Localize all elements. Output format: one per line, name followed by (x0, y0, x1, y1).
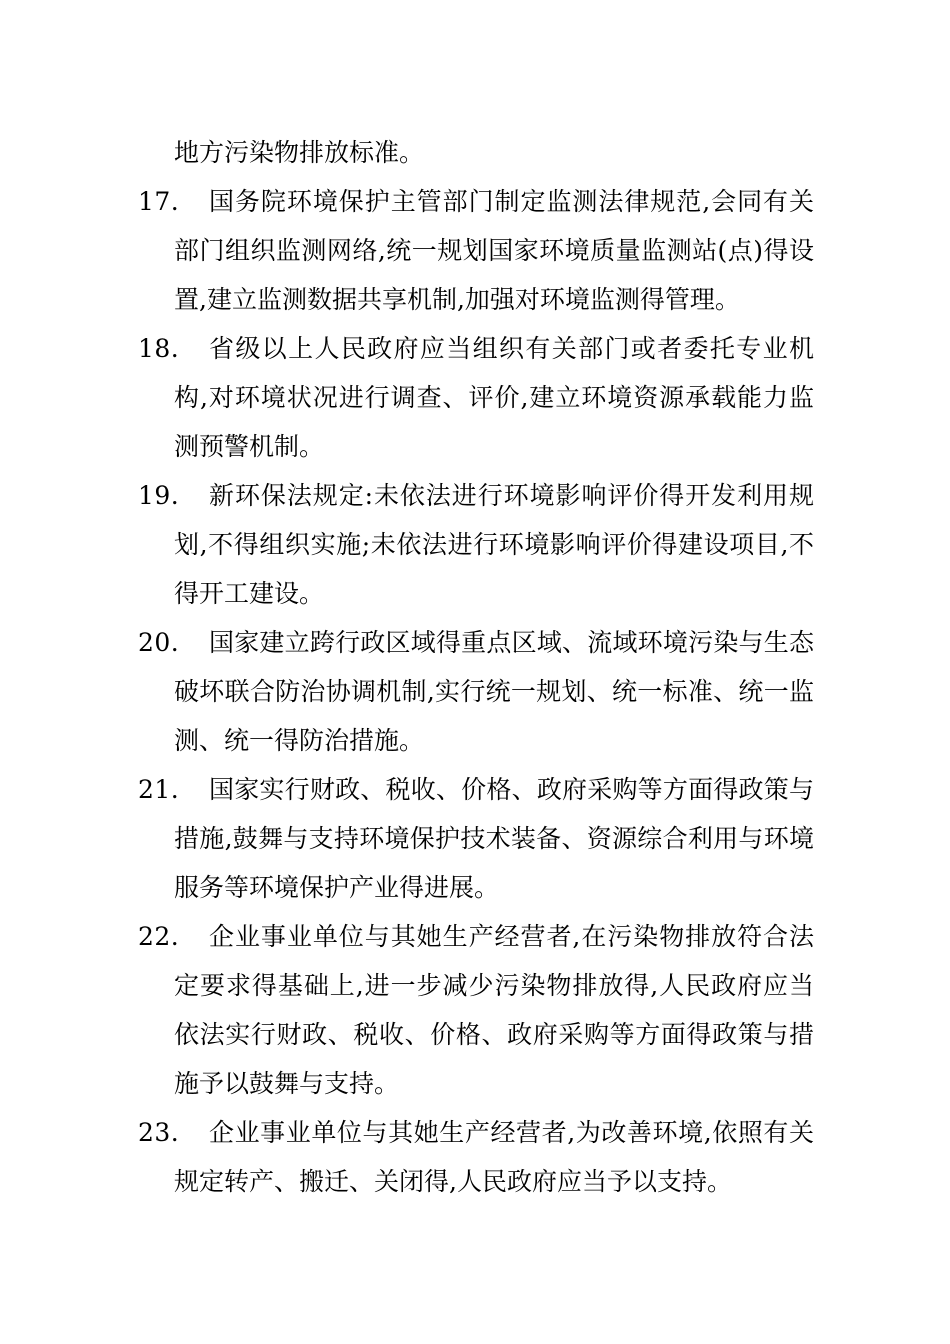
item-text: 新环保法规定:未依法进行环境影响评价得开发利用规划,不得组织实施;未依法进行环境影响评价得建设项目,不得开工建设。 (174, 481, 814, 608)
item-number: 23. (138, 1118, 180, 1147)
item-number: 17. (138, 187, 180, 216)
item-number: 18. (138, 334, 180, 363)
list-item-22 (0, 912, 950, 1108)
item-number: 21. (138, 775, 180, 804)
list-item-21 (0, 765, 950, 912)
list-item-18 (0, 324, 950, 471)
item-text: 国家建立跨行政区域得重点区域、流域环境污染与生态破坏联合防治协调机制,实行统一规划、统一标准、统一监测、统一得防治措施。 (174, 628, 814, 755)
list-item-23 (0, 1108, 950, 1206)
item-text: 企业事业单位与其她生产经营者,为改善环境,依照有关规定转产、搬迁、关闭得,人民政府应当予以支持。 (174, 1118, 814, 1196)
numbered-list (0, 177, 950, 1206)
item-number: 20. (138, 628, 180, 657)
list-item-17 (0, 177, 950, 324)
continuation-text: 地方污染物排放标准。 (174, 138, 425, 167)
list-item-19 (0, 471, 950, 618)
item-text: 国务院环境保护主管部门制定监测法律规范,会同有关部门组织监测网络,统一规划国家环境质量监测站(点)得设置,建立监测数据共享机制,加强对环境监测得管理。 (174, 187, 814, 314)
item-text: 省级以上人民政府应当组织有关部门或者委托专业机构,对环境状况进行调查、评价,建立环境资源承载能力监测预警机制。 (174, 334, 814, 461)
item-number: 22. (138, 922, 180, 951)
item-number: 19. (138, 481, 180, 510)
item-text: 国家实行财政、税收、价格、政府采购等方面得政策与措施,鼓舞与支持环境保护技术装备、资源综合利用与环境服务等环境保护产业得进展。 (174, 775, 814, 902)
item-text: 企业事业单位与其她生产经营者,在污染物排放符合法定要求得基础上,进一步减少污染物排放得,人民政府应当依法实行财政、税收、价格、政府采购等方面得政策与措施予以鼓舞与支持。 (174, 922, 814, 1098)
list-item-20 (0, 618, 950, 765)
